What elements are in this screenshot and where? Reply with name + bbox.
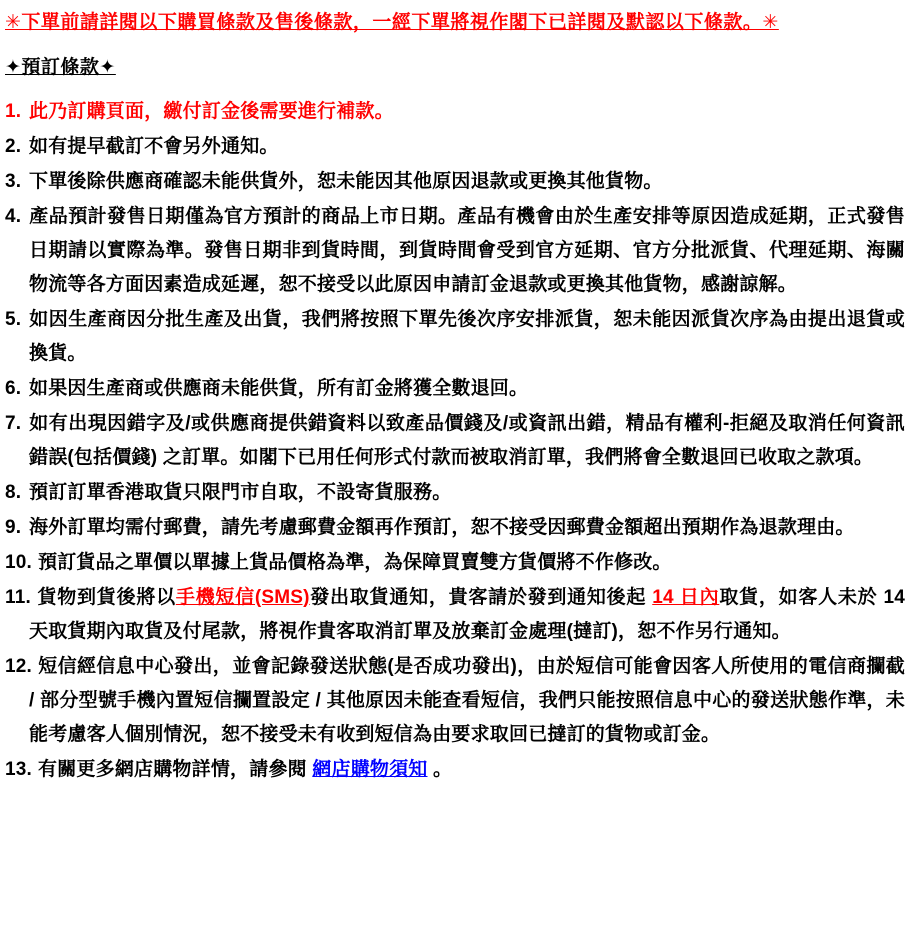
term-item-3 xyxy=(5,165,905,199)
term-item-5 xyxy=(5,303,905,371)
term-text: 海外訂單均需付郵費，請先考慮郵費金額再作預訂，恕不接受因郵費金額超出預期作為退款理由。 xyxy=(29,517,855,538)
term-item-13 xyxy=(5,753,905,787)
term-item-4 xyxy=(5,200,905,302)
term-number: 2. xyxy=(5,136,22,157)
term-item-12 xyxy=(5,650,905,752)
term-text: 如有出現因錯字及/或供應商提供錯資料以致產品價錢及/或資訊出錯，精品有權利-拒絕及取消任何資訊錯誤(包括價錢) 之訂單。如閣下已用任何形式付款而被取消訂單，我們將會全數退回已收取之款項。 xyxy=(29,413,905,468)
term-text: 下單後除供應商確認未能供貨外，恕未能因其他原因退款或更換其他貨物。 xyxy=(29,171,663,192)
term-text: 此乃訂購頁面，繳付訂金後需要進行補款。 xyxy=(29,101,394,122)
term-number: 9. xyxy=(5,517,22,538)
term-text: 14 日內 xyxy=(652,587,720,608)
term-text: 短信經信息中心發出，並會記錄發送狀態(是否成功發出)，由於短信可能會因客人所使用的電信商攔截 / 部分型號手機內置短信攔置設定 / 其他原因未能查看短信，我們只能按照信息中心的發送狀態作準，未能考慮客人個別情況，恕不接受未有收到短信為由要求取回已撻訂的貨物或訂金。 xyxy=(29,656,905,745)
term-text: 有關更多網店購物詳情，請參閱 xyxy=(38,759,313,780)
store-shopping-notice-link[interactable]: 網店購物須知 xyxy=(312,759,428,780)
term-item-9 xyxy=(5,511,905,545)
term-number: 10. xyxy=(5,552,33,573)
term-text: 產品預計發售日期僅為官方預計的商品上市日期。產品有機會由於生產安排等原因造成延期，正式發售日期請以實際為準。發售日期非到貨時間，到貨時間會受到官方延期、官方分批派貨、代理延期、海關物流等各方面因素造成延遲，恕不接受以此原因申請訂金退款或更換其他貨物，感謝諒解。 xyxy=(29,206,905,295)
term-number: 4. xyxy=(5,206,22,227)
section-title: ✦預訂條款✦ xyxy=(5,57,116,78)
term-text: 發出取貨通知，貴客請於發到通知後起 xyxy=(309,587,653,608)
term-number: 5. xyxy=(5,309,22,330)
term-number: 11. xyxy=(5,587,31,608)
term-text: 如果因生產商或供應商未能供貨，所有訂金將獲全數退回。 xyxy=(29,378,529,399)
term-text: 貨物到貨後將以 xyxy=(36,587,176,608)
term-number: 12. xyxy=(5,656,33,677)
term-item-6 xyxy=(5,372,905,406)
term-text: 如因生產商因分批生產及出貨，我們將按照下單先後次序安排派貨，恕未能因派貨次序為由提出退貨或換貨。 xyxy=(29,309,905,364)
term-item-2 xyxy=(5,130,905,164)
term-number: 6. xyxy=(5,378,22,399)
term-text: 取貨，如客人未於 14 天取貨期內取貨及付尾款，將視作貴客取消訂單及放棄訂金處理(撻訂)，恕不作另行通知。 xyxy=(29,587,905,642)
term-text: 預訂訂單香港取貨只限門市自取，不設寄貨服務。 xyxy=(29,482,452,503)
term-number: 3. xyxy=(5,171,22,192)
term-text: 預訂貨品之單價以單據上貨品價格為準，為保障買賣雙方貨價將不作修改。 xyxy=(38,552,672,573)
term-text: 。 xyxy=(427,759,453,780)
term-number: 8. xyxy=(5,482,22,503)
term-number: 7. xyxy=(5,413,22,434)
term-item-8 xyxy=(5,476,905,510)
term-item-11 xyxy=(5,581,905,649)
term-item-1 xyxy=(5,95,905,129)
term-text: 如有提早截訂不會另外通知。 xyxy=(29,136,279,157)
pre-order-warning-header: ✳下單前請詳閱以下購買條款及售後條款，一經下單將視作閣下已詳閱及默認以下條款。✳ xyxy=(5,12,779,33)
term-number: 13. xyxy=(5,759,33,780)
term-item-7 xyxy=(5,407,905,475)
terms-list xyxy=(5,95,905,787)
term-item-10 xyxy=(5,546,905,580)
term-text: 手機短信(SMS) xyxy=(175,587,310,608)
term-number: 1. xyxy=(5,101,22,122)
